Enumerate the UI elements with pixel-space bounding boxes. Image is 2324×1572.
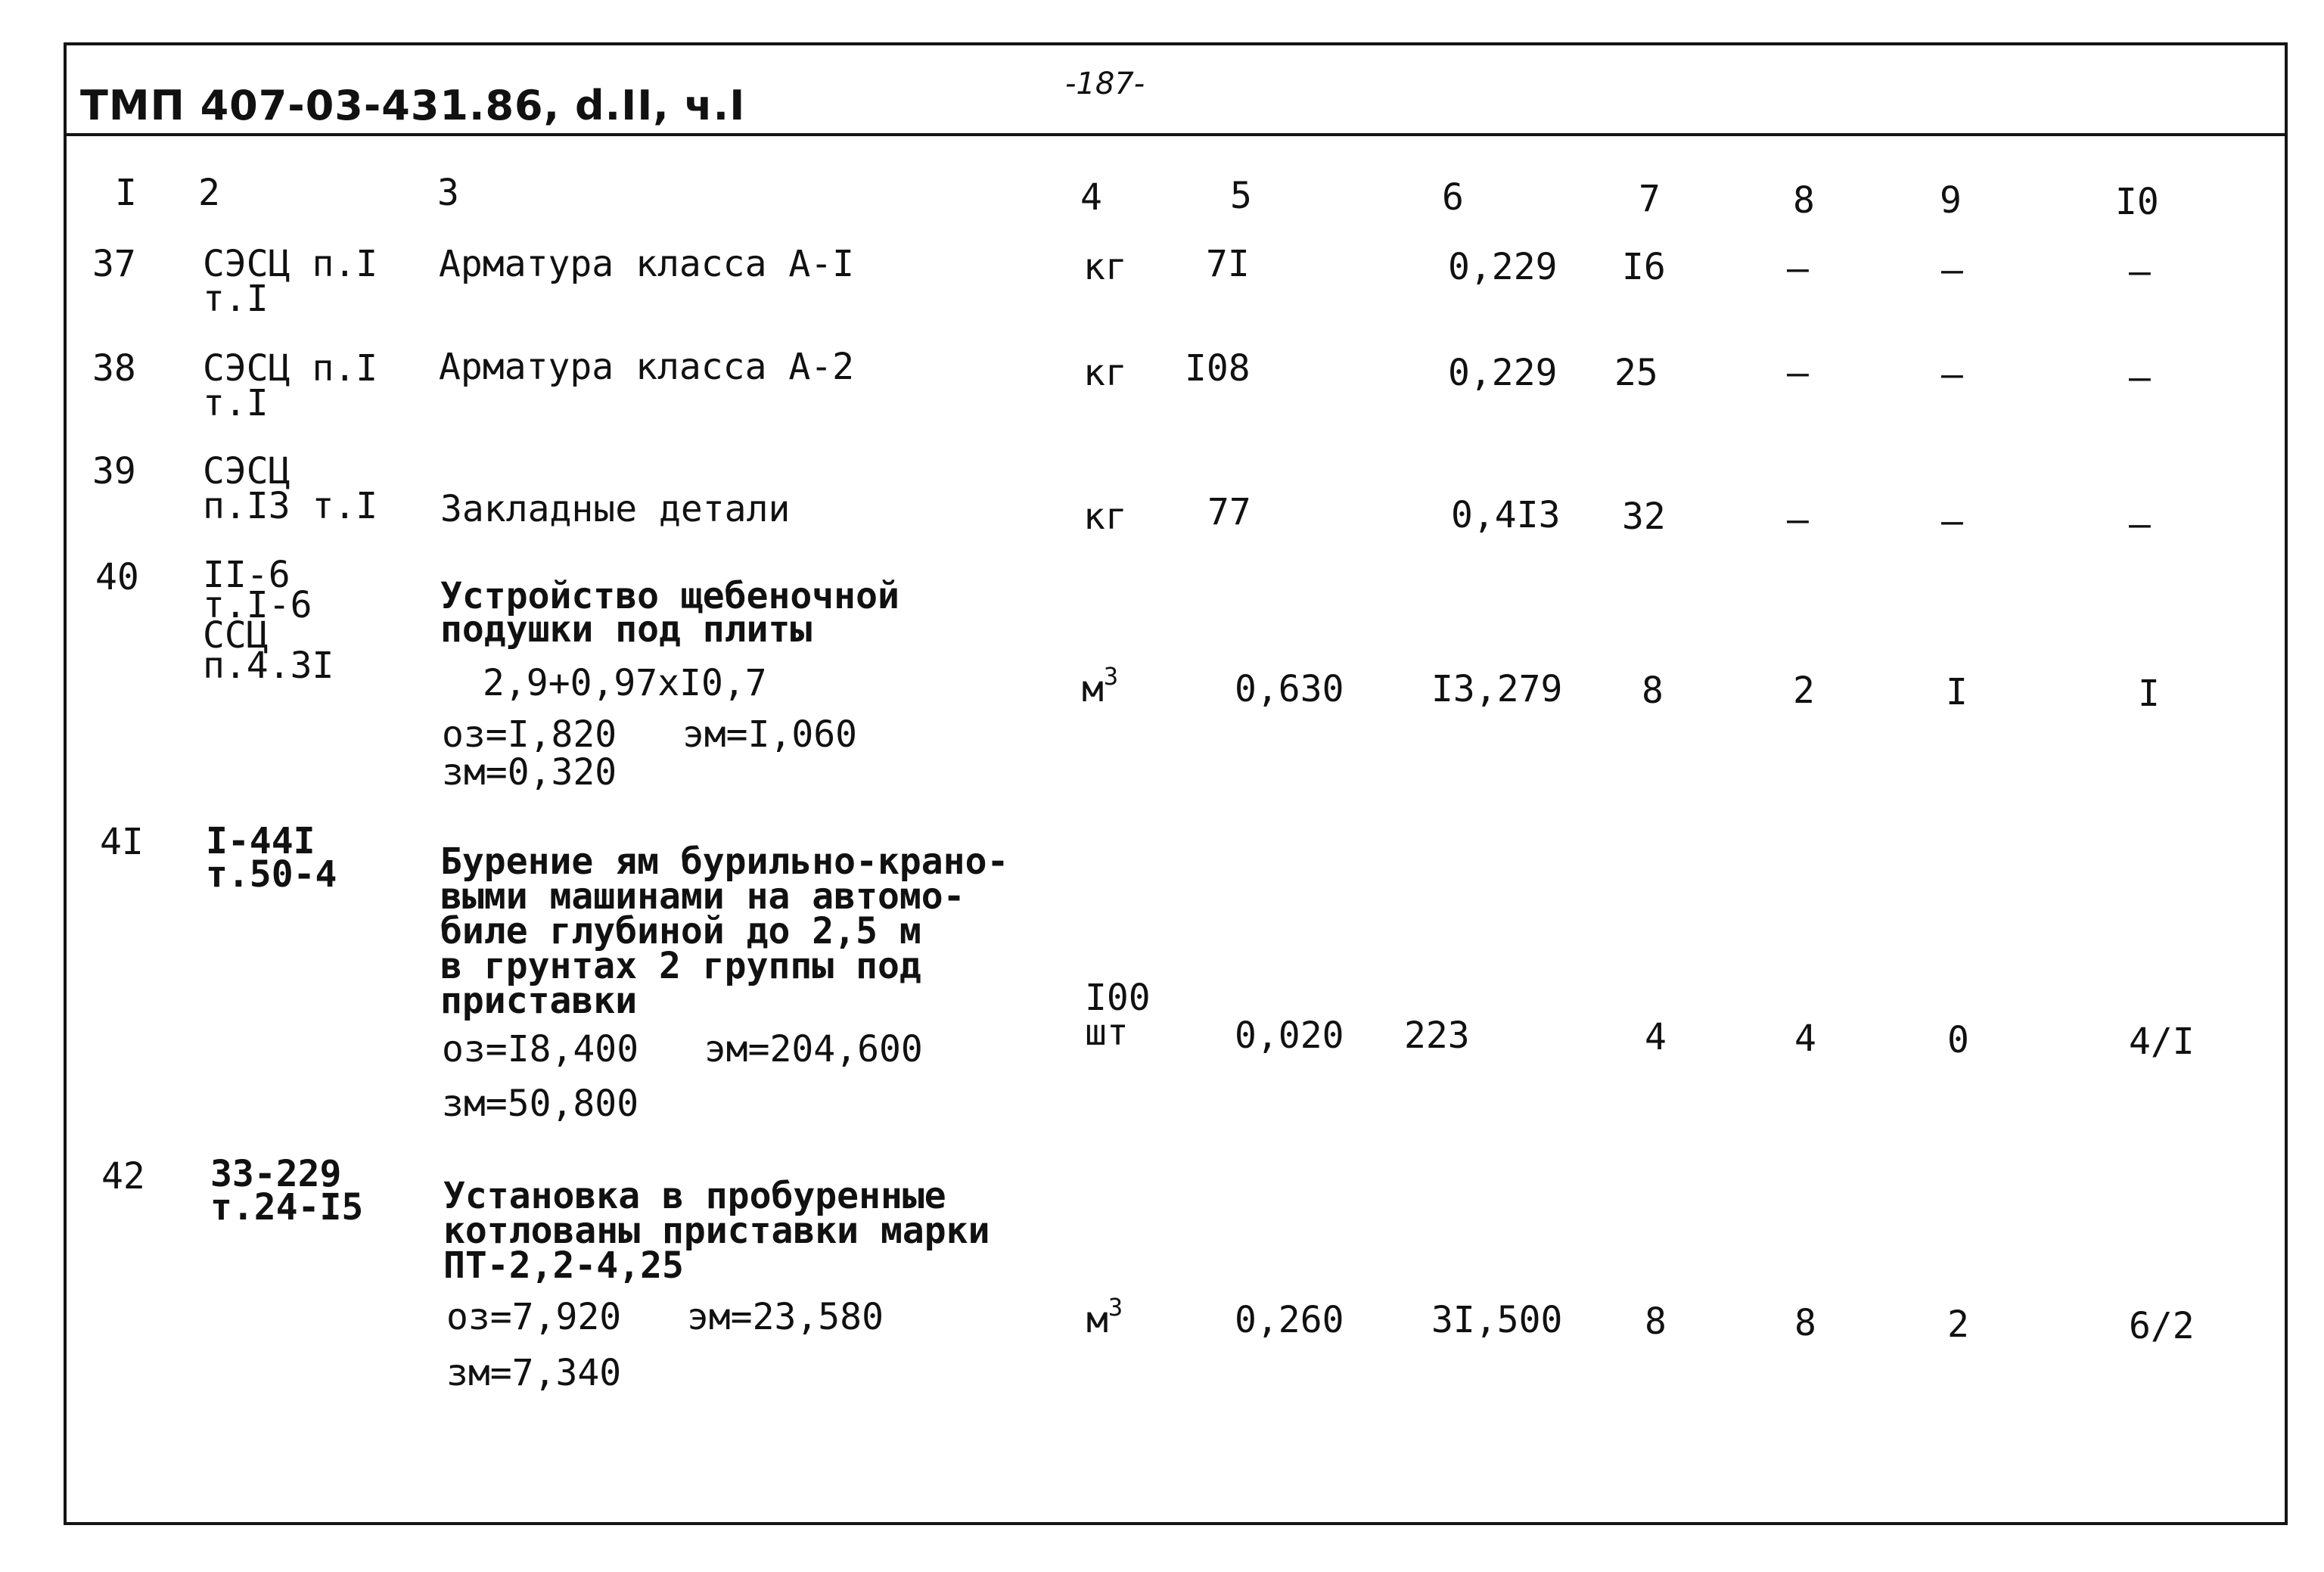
column-header-7: 7 <box>1639 178 1661 220</box>
row-unit: $м^3$ <box>1082 662 1119 710</box>
row-unit-price: 0,229 <box>1448 246 1558 288</box>
row-col10: – <box>2129 503 2151 545</box>
row-total: I6 <box>1622 246 1666 288</box>
row-col9: I <box>1946 671 1968 713</box>
row-formula: 2,9+0,97хI0,7 <box>483 662 767 704</box>
row-machine-wages: зм=7,340 <box>446 1352 622 1394</box>
row-col8: 8 <box>1794 1302 1816 1344</box>
row-description: Устройство щебеночной подушки под плиты <box>440 575 899 651</box>
row-col10: 6/2 <box>2129 1305 2195 1347</box>
row-quantity: 0,260 <box>1235 1299 1344 1341</box>
row-number: 39 <box>92 450 136 492</box>
row-col9: – <box>1941 353 1963 396</box>
row-col9: – <box>1941 249 1963 291</box>
column-header-5: 5 <box>1230 175 1252 217</box>
row-reference: СЭСЦ п.I т.I <box>203 347 378 424</box>
row-col8: – <box>1787 499 1809 541</box>
column-header-10: I0 <box>2115 181 2159 223</box>
column-header-4: 4 <box>1080 176 1102 219</box>
page-number: -187- <box>1065 67 1145 101</box>
row-unit-price: 223 <box>1404 1014 1470 1057</box>
row-number: 42 <box>101 1155 145 1198</box>
row-col10: I <box>2138 673 2160 715</box>
row-machine-wages: зм=50,800 <box>442 1083 639 1125</box>
row-total: 4 <box>1645 1016 1667 1058</box>
row-labor-costs: оз=I,820 эм=I,060 <box>442 713 858 756</box>
row-unit: $м^3$ <box>1086 1293 1123 1341</box>
column-header-6: 6 <box>1442 176 1464 219</box>
row-machine-wages: зм=0,320 <box>442 751 617 794</box>
row-col10: – <box>2129 356 2151 399</box>
row-reference: СЭСЦ п.I т.I <box>203 243 378 320</box>
row-col9: 0 <box>1947 1019 1969 1061</box>
row-reference: I-44I т.50-4 <box>206 820 337 896</box>
row-quantity: 0,020 <box>1235 1014 1344 1057</box>
row-labor-costs: оз=I8,400 эм=204,600 <box>442 1028 923 1070</box>
row-description: Арматура класса А-I <box>439 243 855 285</box>
column-header-8: 8 <box>1793 179 1815 222</box>
row-total: 32 <box>1622 496 1666 538</box>
row-total: 8 <box>1645 1300 1667 1343</box>
row-col10: – <box>2129 250 2151 293</box>
row-description: Арматура класса А-2 <box>439 346 855 388</box>
row-number: 37 <box>92 243 136 285</box>
row-unit: кг <box>1083 496 1127 538</box>
row-col8: – <box>1787 352 1809 394</box>
column-header-2: 2 <box>198 172 220 214</box>
row-col8: 4 <box>1794 1017 1816 1060</box>
row-col9: – <box>1941 500 1963 542</box>
row-quantity: 7I <box>1206 243 1250 285</box>
row-total: 8 <box>1642 669 1664 712</box>
row-quantity: 77 <box>1207 491 1251 533</box>
row-unit-price: I3,279 <box>1431 668 1563 710</box>
document-code: ТМП 407-03-431.86, d.II, ч.I <box>80 82 746 129</box>
row-reference: II-6 т.I-6 ССЦ п.4.3I <box>203 554 334 687</box>
row-col8: 2 <box>1793 669 1815 712</box>
row-quantity: 0,630 <box>1235 668 1344 710</box>
row-col9: 2 <box>1947 1303 1969 1346</box>
row-description: Бурение ям бурильно-крано- выми машинами на автомо- биле глубиной до 2,5 м в грунтах 2 группы под приставки <box>440 840 1009 1022</box>
column-header-9: 9 <box>1940 179 1962 222</box>
row-col10: 4/I <box>2129 1021 2195 1063</box>
row-unit: кг <box>1083 246 1127 288</box>
row-reference: СЭСЦ п.I3 т.I <box>203 450 378 527</box>
row-col8: – <box>1787 247 1809 290</box>
row-unit: I00 шт <box>1085 977 1151 1054</box>
column-header-3: 3 <box>437 172 459 214</box>
row-description: Закладные детали <box>440 488 791 530</box>
row-total: 25 <box>1614 352 1658 394</box>
row-number: 4I <box>100 821 144 863</box>
row-unit-price: 3I,500 <box>1431 1299 1563 1341</box>
row-quantity: I08 <box>1185 347 1251 390</box>
row-description: Установка в пробуренные котлованы приставки марки ПТ-2,2-4,25 <box>443 1175 990 1287</box>
row-unit-price: 0,229 <box>1448 352 1558 394</box>
row-number: 40 <box>95 556 139 598</box>
row-reference: 33-229 т.24-I5 <box>210 1153 364 1229</box>
row-labor-costs: оз=7,920 эм=23,580 <box>446 1296 884 1338</box>
header-divider <box>64 133 2288 136</box>
column-header-1: I <box>115 172 137 214</box>
row-unit-price: 0,4I3 <box>1451 494 1561 536</box>
row-unit: кг <box>1083 352 1127 394</box>
row-number: 38 <box>92 347 136 390</box>
